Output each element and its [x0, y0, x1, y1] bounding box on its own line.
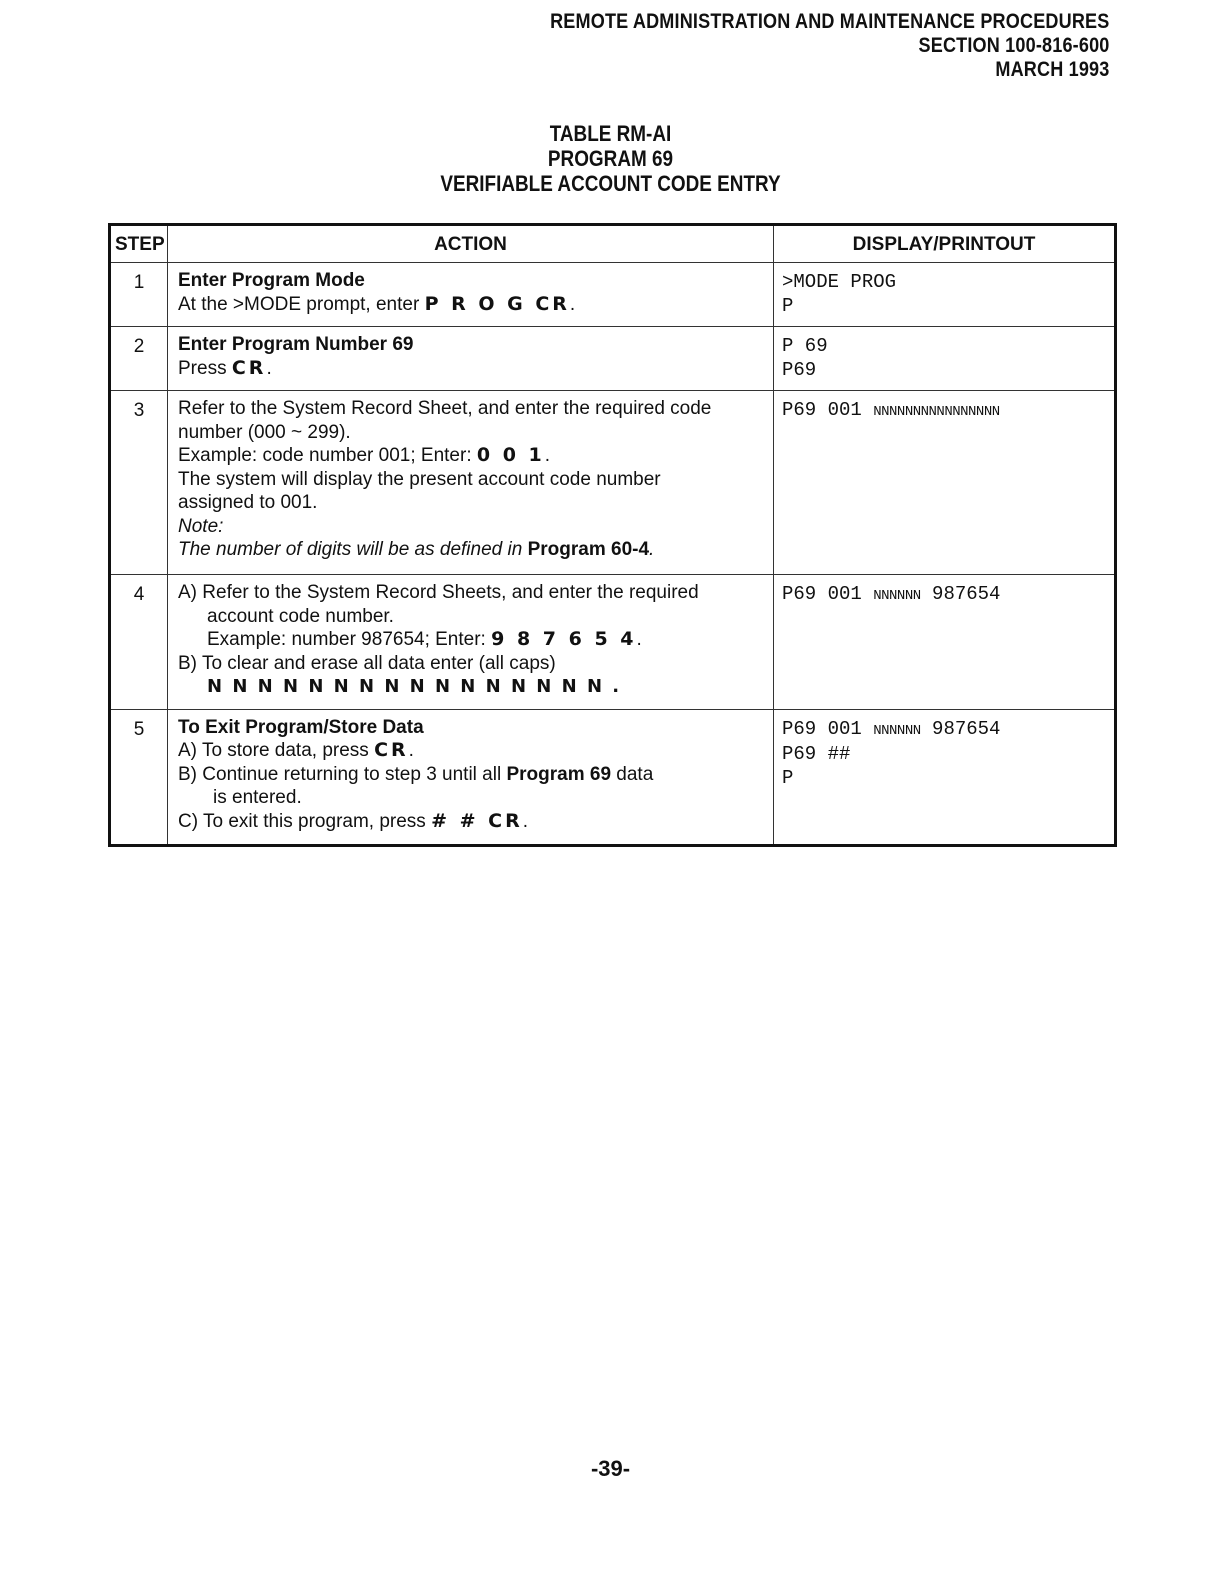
display-line: P69 ##	[782, 743, 851, 765]
table-row	[110, 263, 1116, 327]
display-line: P69 001 NNNNNNNNNNNNNNNN	[782, 399, 1000, 421]
step-number: 1	[110, 263, 168, 327]
step-action	[168, 327, 774, 391]
table-id: TABLE RM-AI	[549, 121, 672, 146]
display-line: P	[782, 766, 794, 789]
display-line: P	[782, 294, 794, 317]
header-date: MARCH 1993	[994, 58, 1109, 81]
key-sequence: CR	[231, 356, 267, 379]
step-action	[168, 263, 774, 327]
col-header-step: STEP	[110, 225, 168, 263]
step-number: 4	[110, 575, 168, 710]
step-action	[168, 391, 774, 575]
step-action	[168, 709, 774, 845]
header-title: REMOTE ADMINISTRATION AND MAINTENANCE PROCEDURES	[549, 10, 1109, 33]
step-instruction: The system will display the present account code number	[178, 468, 661, 490]
step-number: 2	[110, 327, 168, 391]
step-display	[774, 709, 1116, 845]
step-instruction: assigned to 001.	[178, 492, 318, 513]
page-number: -39-	[590, 1456, 631, 1481]
note-label: Note:	[178, 515, 224, 537]
program-number: PROGRAM 69	[547, 146, 674, 171]
step-heading: To Exit Program/Store Data	[178, 716, 424, 738]
step-instruction: account code number.	[207, 605, 394, 627]
step-heading: Enter Program Number 69	[178, 334, 414, 355]
step-instruction: number (000 ~ 299).	[178, 421, 351, 443]
step-heading: Enter Program Mode	[178, 270, 365, 291]
step-number: 3	[110, 391, 168, 575]
step-display	[774, 391, 1116, 575]
document-header	[550, 10, 1109, 82]
col-header-display: DISPLAY/PRINTOUT	[774, 225, 1116, 263]
key-sequence: N N N N N N N N N N N N N N N N .	[207, 676, 622, 697]
step-instruction: At the >MODE prompt, enter P R O G CR.	[178, 292, 576, 315]
display-line: P69	[782, 358, 817, 381]
step-instruction: Press CR.	[178, 356, 272, 379]
display-line: P 69	[782, 335, 828, 357]
note-text: The number of digits will be as defined in Program 60-4.	[178, 539, 655, 560]
option-a: A) Refer to the System Record Sheets, and enter the required	[178, 582, 699, 603]
option-c: C) To exit this program, press # # CR.	[178, 809, 529, 832]
table-subject: VERIFIABLE ACCOUNT CODE ENTRY	[440, 171, 781, 196]
key-sequence: CR	[374, 739, 409, 761]
step-display	[774, 263, 1116, 327]
step-number: 5	[110, 709, 168, 845]
table-row	[110, 391, 1116, 575]
step-display	[774, 327, 1116, 391]
step-instruction: Refer to the System Record Sheet, and enter the required code	[178, 398, 712, 419]
table-row	[110, 709, 1116, 845]
step-action	[168, 575, 774, 710]
col-header-action: ACTION	[168, 225, 774, 263]
step-display	[774, 575, 1116, 710]
option-b: B) To clear and erase all data enter (all caps)	[178, 652, 556, 674]
header-section: SECTION 100-816-600	[918, 34, 1109, 57]
table-row	[110, 575, 1116, 710]
key-sequence: 9 8 7 6 5 4	[491, 628, 637, 650]
step-instruction: Example: number 987654; Enter: 9 8 7 6 5 4.	[207, 628, 642, 650]
key-sequence: P R O G CR	[424, 292, 570, 315]
option-b: B) Continue returning to step 3 until all Program 69 data	[178, 763, 654, 785]
key-sequence: # # CR	[431, 809, 523, 832]
display-line: P69 001 NNNNNN 987654	[782, 717, 1001, 740]
table-row	[110, 327, 1116, 391]
table-header-row	[110, 225, 1116, 263]
step-instruction: is entered.	[213, 787, 302, 808]
display-line: P69 001 NNNNNN 987654	[782, 583, 1001, 605]
step-instruction: Example: code number 001; Enter: 0 0 1.	[178, 444, 551, 466]
procedure-table	[108, 223, 1117, 847]
table-title	[0, 121, 1221, 196]
option-a: A) To store data, press CR.	[178, 739, 414, 761]
display-line: >MODE PROG	[782, 271, 897, 293]
key-sequence: 0 0 1	[476, 444, 545, 466]
